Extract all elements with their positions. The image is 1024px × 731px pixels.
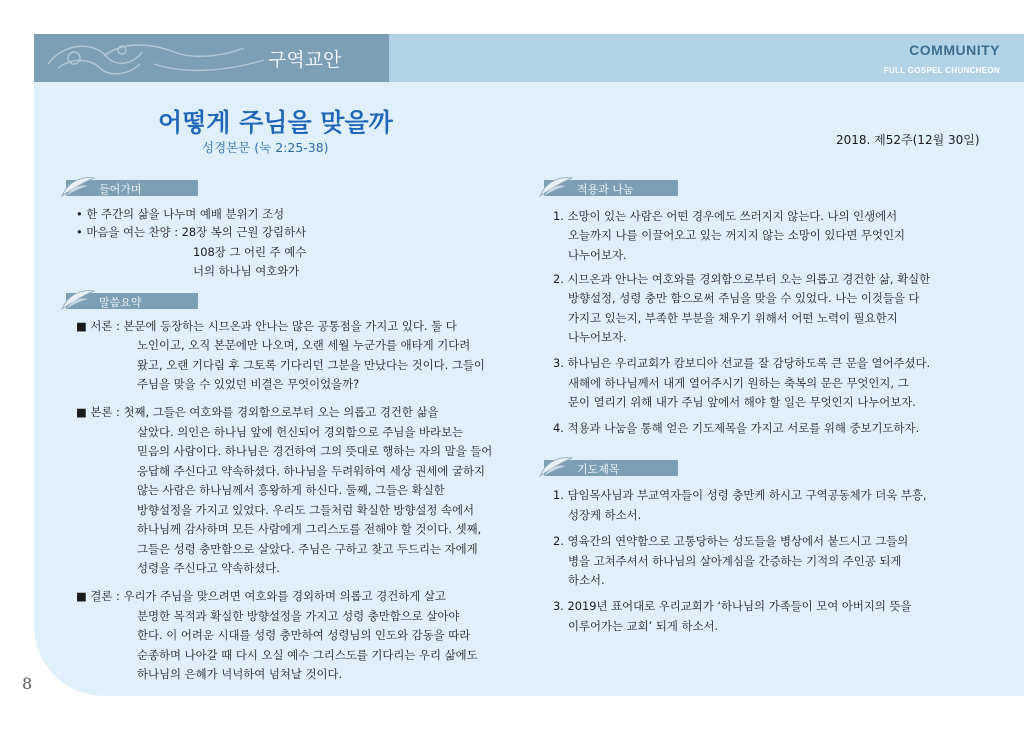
summary-body-line: 방향설정을 가지고 있었다. 우리도 그들처럼 확실한 방향설정 속에서 xyxy=(137,503,475,517)
leaf-icon xyxy=(538,174,574,198)
application-line: 방향설정, 성령 충만 함으로써 주님을 맞을 수 있었다. 나는 이것들을 다 xyxy=(568,291,920,305)
leaf-icon xyxy=(60,174,96,198)
summary-body-line: 응답해 주신다고 약속하셨다. 하나님을 두려워하여 세상 권세에 굴하지 xyxy=(137,464,486,478)
application-line: 나누어보자. xyxy=(568,248,627,262)
lesson-date: 2018. 제52주(12월 30일) xyxy=(836,133,980,147)
lesson-title: 어떻게 주님을 맞을까 xyxy=(158,108,393,137)
community-label: COMMUNITY xyxy=(909,42,1000,58)
summary-intro-line: 주님을 맞을 수 있었던 비결은 무엇이었을까? xyxy=(137,377,360,391)
application-line: 새해에 하나님께서 내게 열어주시기 원하는 축복의 문은 무엇인지, 그 xyxy=(568,376,909,390)
summary-conclusion-line: 한다. 이 어려운 시대를 성령 충만하여 성령님의 인도와 감동을 따라 xyxy=(137,628,471,642)
summary-body-line: 않는 사람은 하나님께서 흥왕하게 하신다. 둘째, 그들은 확실한 xyxy=(137,483,445,497)
summary-body-line: 하나님께 감사하며 모든 사람에게 그리스도를 전해야 할 것이다. 셋째, xyxy=(137,522,482,536)
summary-body-line: 살았다. 의인은 하나님 앞에 헌신되어 경외함으로 주님을 바라보는 xyxy=(137,425,464,439)
application-line: 1. 소망이 있는 사람은 어떤 경우에도 쓰러지지 않는다. 나의 인생에서 xyxy=(553,209,898,223)
summary-body-line: ■ 본론 : 첫째, 그들은 여호와를 경외함으로부터 오는 의롭고 경건한 삶을 xyxy=(76,405,439,419)
application-line: 2. 시므온과 안나는 여호와를 경외함으로부터 오는 의롭고 경건한 삶, 확실한 xyxy=(553,272,931,286)
summary-intro-line: 노인이고, 오직 본문에만 나오며, 오랜 세월 누군가를 애타게 기다려 xyxy=(137,338,471,352)
application-line: 문이 열리기 위해 내가 주님 앞에서 해야 할 일은 무엇인지 나누어보자. xyxy=(568,395,916,409)
application-line: 가지고 있는지, 부족한 부분을 채우기 위해서 어떤 노력이 필요한지 xyxy=(568,311,898,325)
section-tag-intro xyxy=(66,178,198,196)
scripture-reference: 성경본문 (눅 2:25-38) xyxy=(202,140,329,155)
summary-intro-line: 왔고, 오랜 기다림 후 그토록 기다리던 그분을 만났다는 것이다. 그들이 xyxy=(137,358,485,372)
summary-conclusion-line: ■ 결론 : 우리가 주님을 맞으려면 여호와를 경외하며 의롭고 경건하게 살고 xyxy=(76,589,446,603)
application-line: 3. 하나님은 우리교회가 캄보디아 선교를 잘 감당하도록 큰 문을 열어주셨다. xyxy=(553,356,931,370)
intro-line: • 마음을 여는 찬양 : 28장 복의 근원 강림하사 xyxy=(76,225,307,239)
prayer-line: 성장케 하소서. xyxy=(568,508,642,522)
prayer-line: 3. 2019년 표어대로 우리교회가 ‘하나님의 가족들이 모여 아버지의 뜻을 xyxy=(553,599,912,613)
prayer-line: 2. 영육간의 연약함으로 고통당하는 성도들을 병상에서 붙드시고 그들의 xyxy=(553,534,909,548)
summary-conclusion-line: 분명한 목적과 확실한 방향설정을 가지고 성령 충만함으로 살아야 xyxy=(137,609,460,623)
application-line: 4. 적용과 나눔을 통해 얻은 기도제목을 가지고 서로를 위해 중보기도하자. xyxy=(553,421,920,435)
section-tag-prayer xyxy=(544,458,678,476)
church-label: FULL GOSPEL CHUNCHEON xyxy=(883,66,1000,75)
section-tag-summary xyxy=(66,291,198,309)
section-title: 구역교안 xyxy=(268,49,342,71)
intro-line: • 한 주간의 삶을 나누며 예배 분위기 조성 xyxy=(76,207,285,221)
application-line: 나누어보자. xyxy=(568,330,627,344)
leaf-icon xyxy=(60,287,96,311)
intro-line: 너의 하나님 여호와가 xyxy=(193,264,300,278)
prayer-line: 이루어가는 교회’ 되게 하소서. xyxy=(568,619,719,633)
prayer-line: 병을 고쳐주셔서 하나님의 살아계심을 간증하는 기적의 주인공 되게 xyxy=(568,554,902,568)
summary-body-line: 성령을 주신다고 약속하셨다. xyxy=(137,561,280,575)
summary-conclusion-line: 순종하며 나아갈 때 다시 오실 예수 그리스도를 기다리는 우리 삶에도 xyxy=(137,648,478,662)
leaf-icon xyxy=(538,454,574,478)
section-tag-application xyxy=(544,178,678,196)
summary-body-line: 믿음의 사람이다. 하나님은 경건하여 그의 뜻대로 행하는 자의 말을 들어 xyxy=(137,444,493,458)
section-tag-label: 들어가며 xyxy=(99,183,142,196)
section-tag-label: 기도제목 xyxy=(577,463,620,476)
summary-intro-line: ■ 서론 : 본문에 등장하는 시므온과 안나는 많은 공통점을 가지고 있다. 둘 다 xyxy=(76,319,457,333)
section-tag-label: 적용과 나눔 xyxy=(577,183,634,196)
section-tag-label: 말씀요약 xyxy=(99,296,142,309)
page-number: 8 xyxy=(22,674,33,693)
summary-conclusion-line: 하나님의 은혜가 넉넉하여 넘쳐날 것이다. xyxy=(137,667,343,681)
prayer-line: 1. 담임목사님과 부교역자들이 성령 충만케 하시고 구역공동체가 더욱 부흥, xyxy=(553,488,927,502)
summary-body-line: 그들은 성령 충만함으로 살았다. 주님은 구하고 찾고 두드리는 자에게 xyxy=(137,542,478,556)
intro-line: 108장 그 어린 주 예수 xyxy=(193,245,307,259)
prayer-line: 하소서. xyxy=(568,573,605,587)
application-line: 오늘까지 나를 이끌어오고 있는 꺼지지 않는 소망이 있다면 무엇인지 xyxy=(568,228,906,242)
